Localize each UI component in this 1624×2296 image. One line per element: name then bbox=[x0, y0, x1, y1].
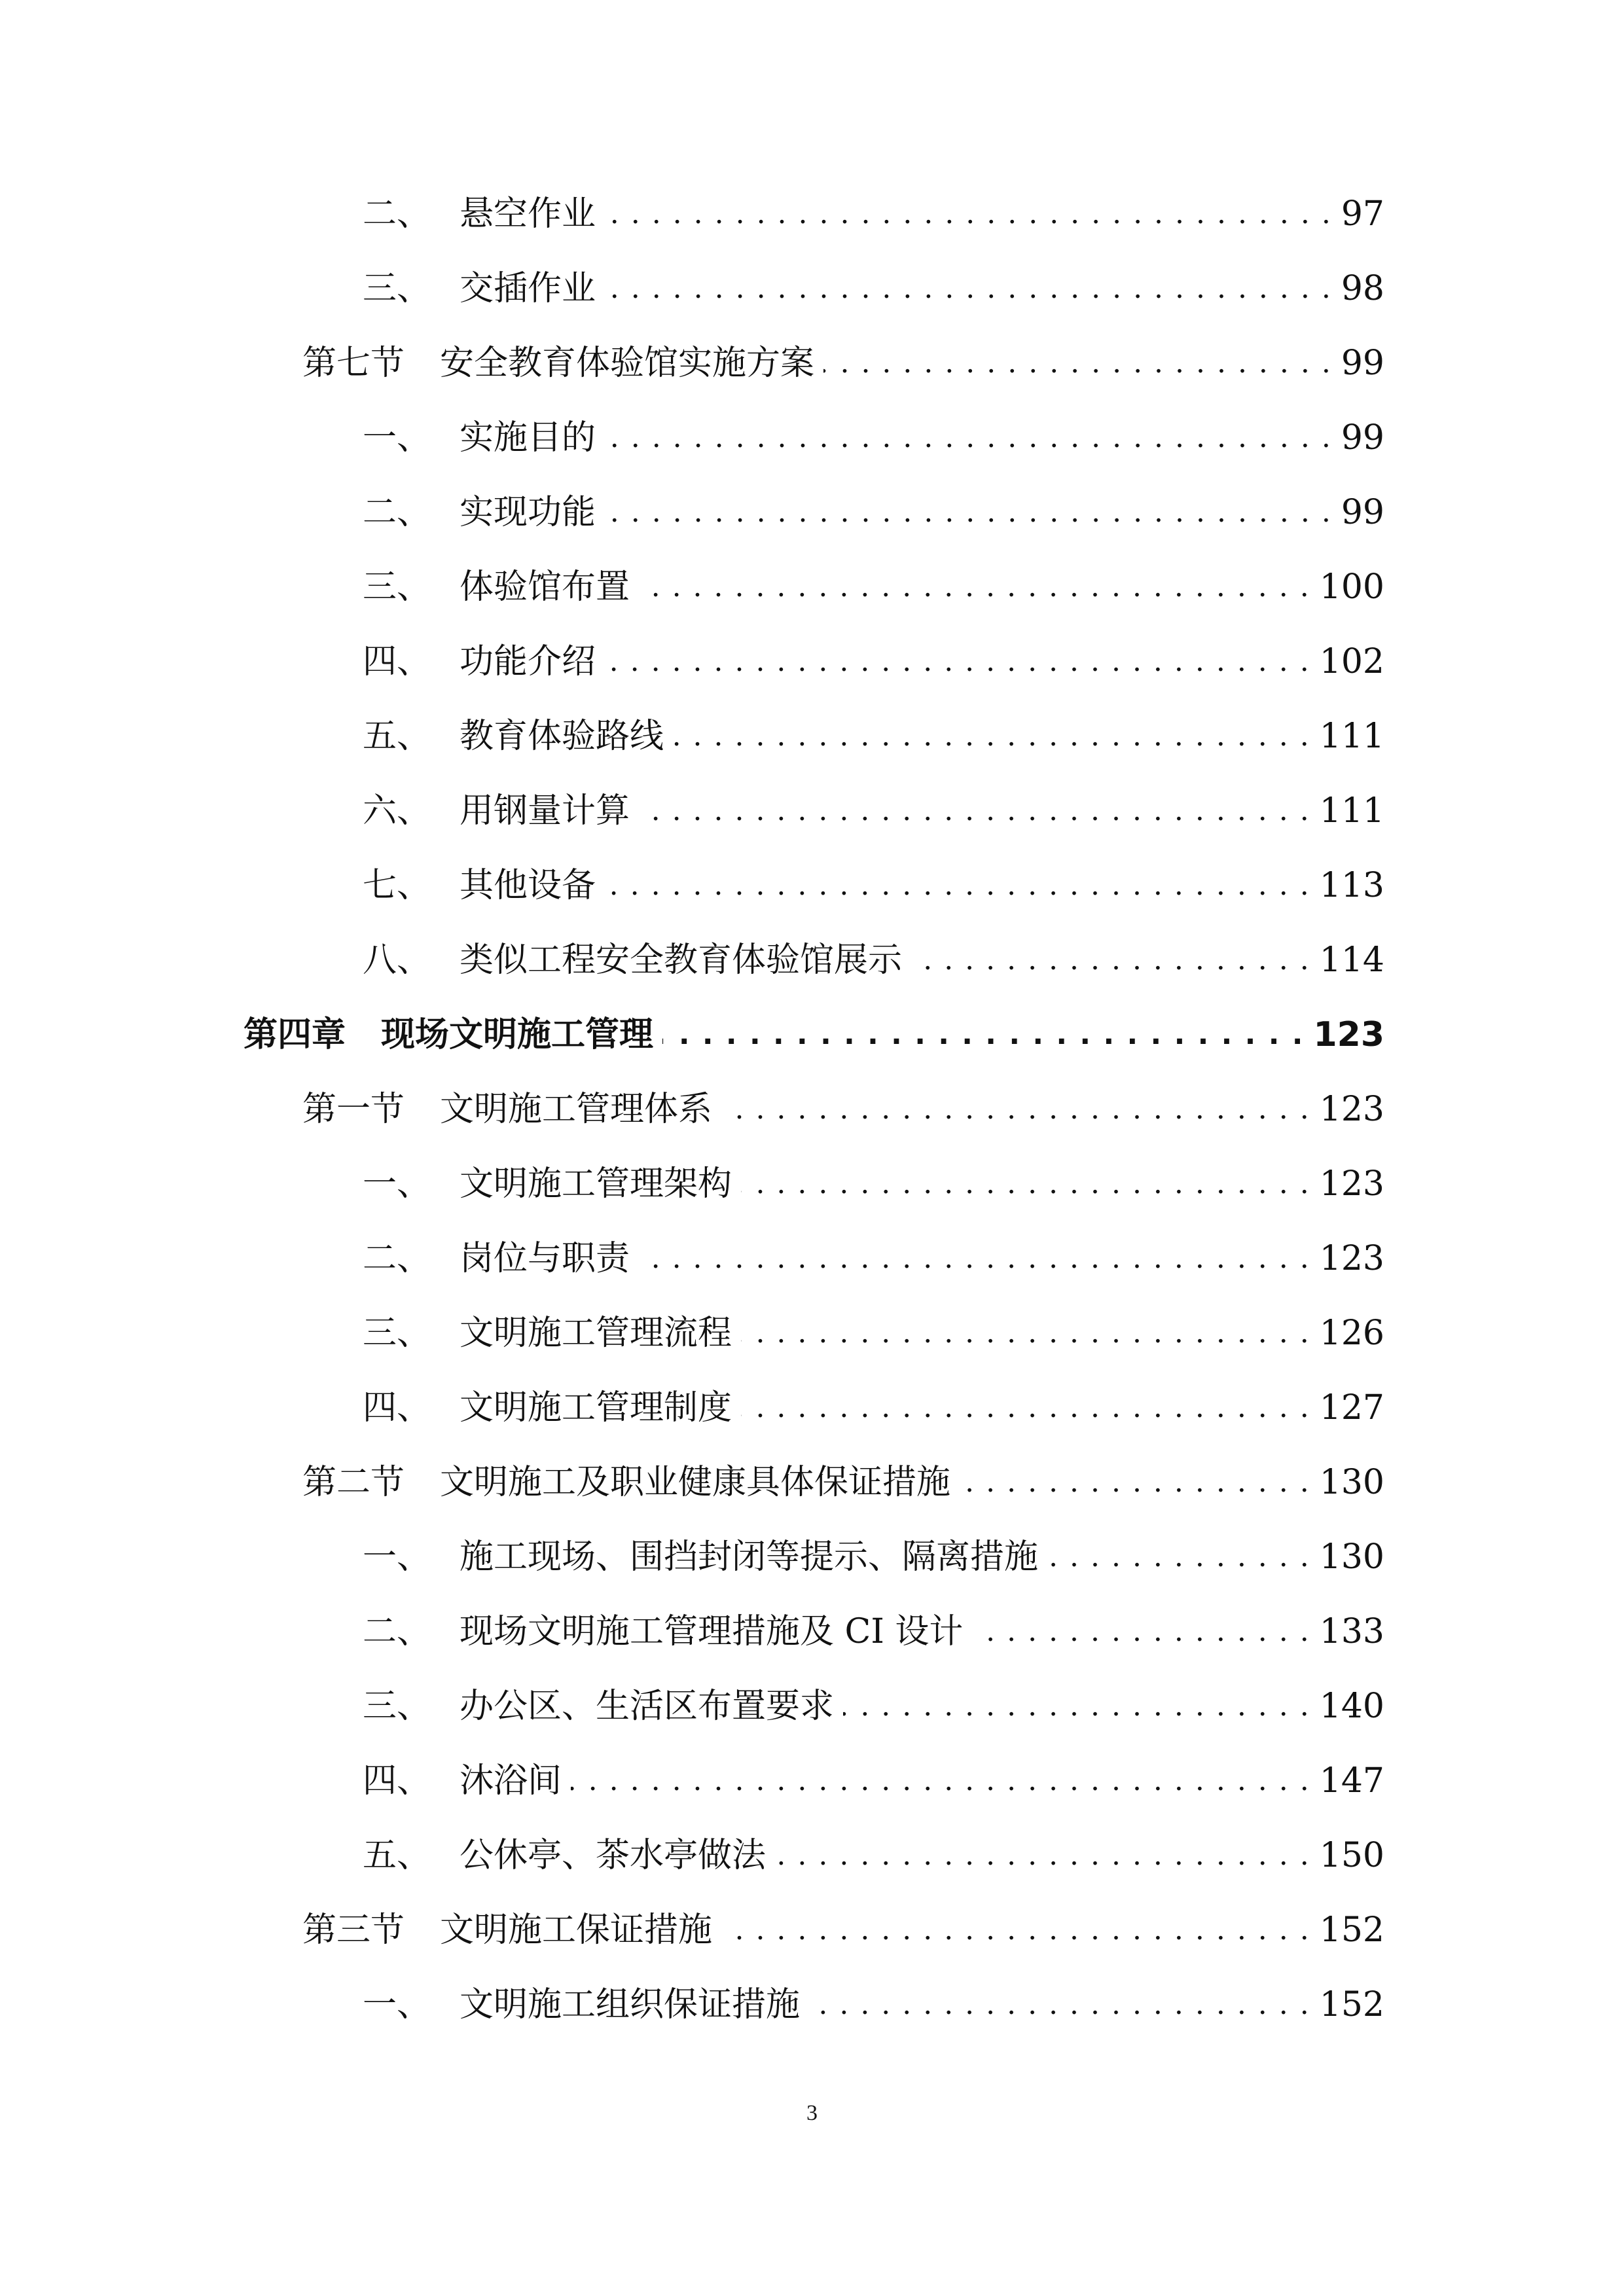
toc-entry[interactable] bbox=[0, 1520, 1624, 1594]
toc-entry[interactable] bbox=[0, 1072, 1624, 1147]
toc-entry-page: 111 bbox=[1319, 717, 1384, 756]
toc-entry[interactable] bbox=[0, 475, 1624, 550]
toc-entry-page: 99 bbox=[1341, 493, 1384, 532]
toc-entry-title: 现场文明施工管理措施及 CI 设计 bbox=[460, 1612, 964, 1651]
toc-entry-number: 四、 bbox=[363, 1388, 431, 1427]
toc-entry-number: 一、 bbox=[363, 418, 431, 457]
toc-entry-title: 文明施工管理架构 bbox=[460, 1164, 732, 1204]
toc-entry-title: 体验馆布置 bbox=[460, 567, 630, 607]
toc-entry[interactable] bbox=[0, 550, 1624, 624]
toc-entry-page: 113 bbox=[1319, 866, 1384, 905]
dot-leader bbox=[605, 495, 1332, 529]
toc-entry-title: 功能介绍 bbox=[460, 642, 596, 681]
toc-entry-page: 99 bbox=[1341, 344, 1384, 383]
toc-entry-title: 实施目的 bbox=[460, 418, 596, 457]
toc-entry-number: 五、 bbox=[363, 717, 431, 756]
toc-entry-number: 三、 bbox=[363, 567, 431, 607]
toc-entry-page: 114 bbox=[1319, 941, 1384, 980]
dot-leader bbox=[605, 869, 1310, 903]
toc-entry-page: 147 bbox=[1319, 1761, 1384, 1801]
dot-leader bbox=[823, 346, 1332, 380]
dot-leader bbox=[721, 1913, 1310, 1947]
dot-leader bbox=[605, 272, 1332, 306]
toc-entry[interactable] bbox=[0, 1147, 1624, 1221]
dot-leader bbox=[960, 1465, 1310, 1499]
toc-entry[interactable] bbox=[0, 848, 1624, 923]
toc-entry[interactable] bbox=[0, 699, 1624, 774]
toc-entry-title: 其他设备 bbox=[460, 866, 596, 905]
toc-entry-page: 111 bbox=[1319, 791, 1384, 831]
dot-leader bbox=[775, 1839, 1310, 1873]
page-number: 3 bbox=[806, 2101, 818, 2125]
toc-entry[interactable] bbox=[0, 1221, 1624, 1296]
dot-leader bbox=[639, 794, 1310, 828]
toc-entry-page: 150 bbox=[1319, 1836, 1384, 1875]
toc-entry-number: 二、 bbox=[363, 1612, 431, 1651]
dot-leader bbox=[972, 1615, 1310, 1649]
toc-entry[interactable] bbox=[0, 177, 1624, 251]
dot-leader bbox=[605, 197, 1332, 231]
dot-leader bbox=[673, 719, 1310, 753]
toc-entry[interactable] bbox=[0, 1445, 1624, 1520]
dot-leader bbox=[605, 421, 1332, 455]
toc-entry[interactable] bbox=[0, 326, 1624, 401]
toc-entry[interactable] bbox=[0, 624, 1624, 699]
toc-entry-number: 一、 bbox=[363, 1164, 431, 1204]
toc-entry-number: 二、 bbox=[363, 493, 431, 532]
toc-entry[interactable] bbox=[0, 251, 1624, 326]
toc-entry-title: 文明施工及职业健康具体保证措施 bbox=[440, 1463, 951, 1502]
dot-leader bbox=[639, 570, 1310, 604]
toc-entry-title: 沐浴间 bbox=[460, 1761, 562, 1801]
toc-entry[interactable] bbox=[0, 1893, 1624, 1967]
toc-entry[interactable] bbox=[0, 774, 1624, 848]
toc-entry-page: 123 bbox=[1313, 1015, 1384, 1054]
toc-entry[interactable] bbox=[0, 1669, 1624, 1744]
toc-entry-page: 102 bbox=[1319, 642, 1384, 681]
toc-entry-number: 四、 bbox=[363, 642, 431, 681]
toc-entry-page: 130 bbox=[1319, 1463, 1384, 1502]
toc-entry-number: 一、 bbox=[363, 1985, 431, 2024]
dot-leader bbox=[911, 943, 1310, 977]
toc-entry-title: 文明施工管理体系 bbox=[440, 1090, 713, 1129]
toc-entry-page: 126 bbox=[1319, 1314, 1384, 1353]
dot-leader bbox=[721, 1092, 1310, 1126]
dot-leader bbox=[639, 1242, 1310, 1276]
toc-entry[interactable] bbox=[0, 401, 1624, 475]
toc-entry-title: 类似工程安全教育体验馆展示 bbox=[460, 941, 903, 980]
toc-entry-title: 施工现场、围挡封闭等提示、隔离措施 bbox=[460, 1537, 1039, 1577]
toc-entry-title: 交插作业 bbox=[460, 269, 596, 308]
toc-entry-title: 办公区、生活区布置要求 bbox=[460, 1687, 835, 1726]
toc-entry-page: 152 bbox=[1319, 1985, 1384, 2024]
toc-entry-title: 悬空作业 bbox=[460, 194, 596, 234]
toc-entry-title: 文明施工组织保证措施 bbox=[460, 1985, 801, 2024]
toc-entry-number: 第三节 bbox=[302, 1910, 405, 1950]
toc-entry-page: 152 bbox=[1319, 1910, 1384, 1950]
toc-entry-page: 123 bbox=[1319, 1239, 1384, 1278]
toc-entry[interactable] bbox=[0, 1296, 1624, 1371]
toc-entry-title: 实现功能 bbox=[460, 493, 596, 532]
toc-entry-number: 七、 bbox=[363, 866, 431, 905]
toc-entry-title: 文明施工管理制度 bbox=[460, 1388, 732, 1427]
table-of-contents bbox=[0, 177, 1624, 2042]
toc-entry-number: 六、 bbox=[363, 791, 431, 831]
toc-entry-number: 三、 bbox=[363, 1314, 431, 1353]
toc-entry-page: 123 bbox=[1319, 1090, 1384, 1129]
toc-entry-number: 八、 bbox=[363, 941, 431, 980]
toc-entry-number: 二、 bbox=[363, 194, 431, 234]
toc-entry-page: 130 bbox=[1319, 1537, 1384, 1577]
toc-entry-number: 一、 bbox=[363, 1537, 431, 1577]
toc-entry-title: 文明施工管理流程 bbox=[460, 1314, 732, 1353]
dot-leader bbox=[741, 1167, 1310, 1201]
dot-leader bbox=[741, 1391, 1310, 1425]
toc-entry-number: 三、 bbox=[363, 269, 431, 308]
toc-entry[interactable] bbox=[0, 1967, 1624, 2042]
toc-entry-page: 97 bbox=[1341, 194, 1384, 234]
toc-entry-number: 二、 bbox=[363, 1239, 431, 1278]
toc-entry-number: 第二节 bbox=[302, 1463, 405, 1502]
dot-leader bbox=[571, 1764, 1310, 1798]
toc-entry-title: 文明施工保证措施 bbox=[440, 1910, 713, 1950]
toc-entry-number: 第七节 bbox=[302, 344, 405, 383]
dot-leader bbox=[809, 1988, 1310, 2022]
toc-entry-page: 127 bbox=[1319, 1388, 1384, 1427]
toc-entry-title: 公休亭、茶水亭做法 bbox=[460, 1836, 767, 1875]
toc-entry-page: 100 bbox=[1319, 567, 1384, 607]
toc-entry-page: 99 bbox=[1341, 418, 1384, 457]
toc-entry-number: 四、 bbox=[363, 1761, 431, 1801]
dot-leader bbox=[1047, 1540, 1310, 1574]
toc-entry-number: 五、 bbox=[363, 1836, 431, 1875]
dot-leader bbox=[605, 645, 1310, 679]
toc-entry[interactable] bbox=[0, 1594, 1624, 1669]
toc-entry-page: 140 bbox=[1319, 1687, 1384, 1726]
toc-entry-page: 98 bbox=[1341, 269, 1384, 308]
toc-entry[interactable] bbox=[0, 1371, 1624, 1445]
toc-entry-page: 133 bbox=[1319, 1612, 1384, 1651]
dot-leader bbox=[662, 1018, 1304, 1052]
toc-entry-number: 三、 bbox=[363, 1687, 431, 1726]
toc-entry-number: 第四章 bbox=[244, 1015, 346, 1054]
toc-entry-title: 用钢量计算 bbox=[460, 791, 630, 831]
toc-entry[interactable] bbox=[0, 923, 1624, 997]
toc-entry-number: 第一节 bbox=[302, 1090, 405, 1129]
toc-entry-title: 岗位与职责 bbox=[460, 1239, 630, 1278]
toc-entry-title: 现场文明施工管理 bbox=[381, 1015, 654, 1054]
toc-entry[interactable] bbox=[0, 997, 1624, 1072]
toc-entry-title: 安全教育体验馆实施方案 bbox=[440, 344, 815, 383]
dot-leader bbox=[741, 1316, 1310, 1350]
toc-entry[interactable] bbox=[0, 1818, 1624, 1893]
toc-entry-page: 123 bbox=[1319, 1164, 1384, 1204]
toc-entry-title: 教育体验路线 bbox=[460, 717, 664, 756]
toc-entry[interactable] bbox=[0, 1744, 1624, 1818]
dot-leader bbox=[843, 1689, 1310, 1723]
